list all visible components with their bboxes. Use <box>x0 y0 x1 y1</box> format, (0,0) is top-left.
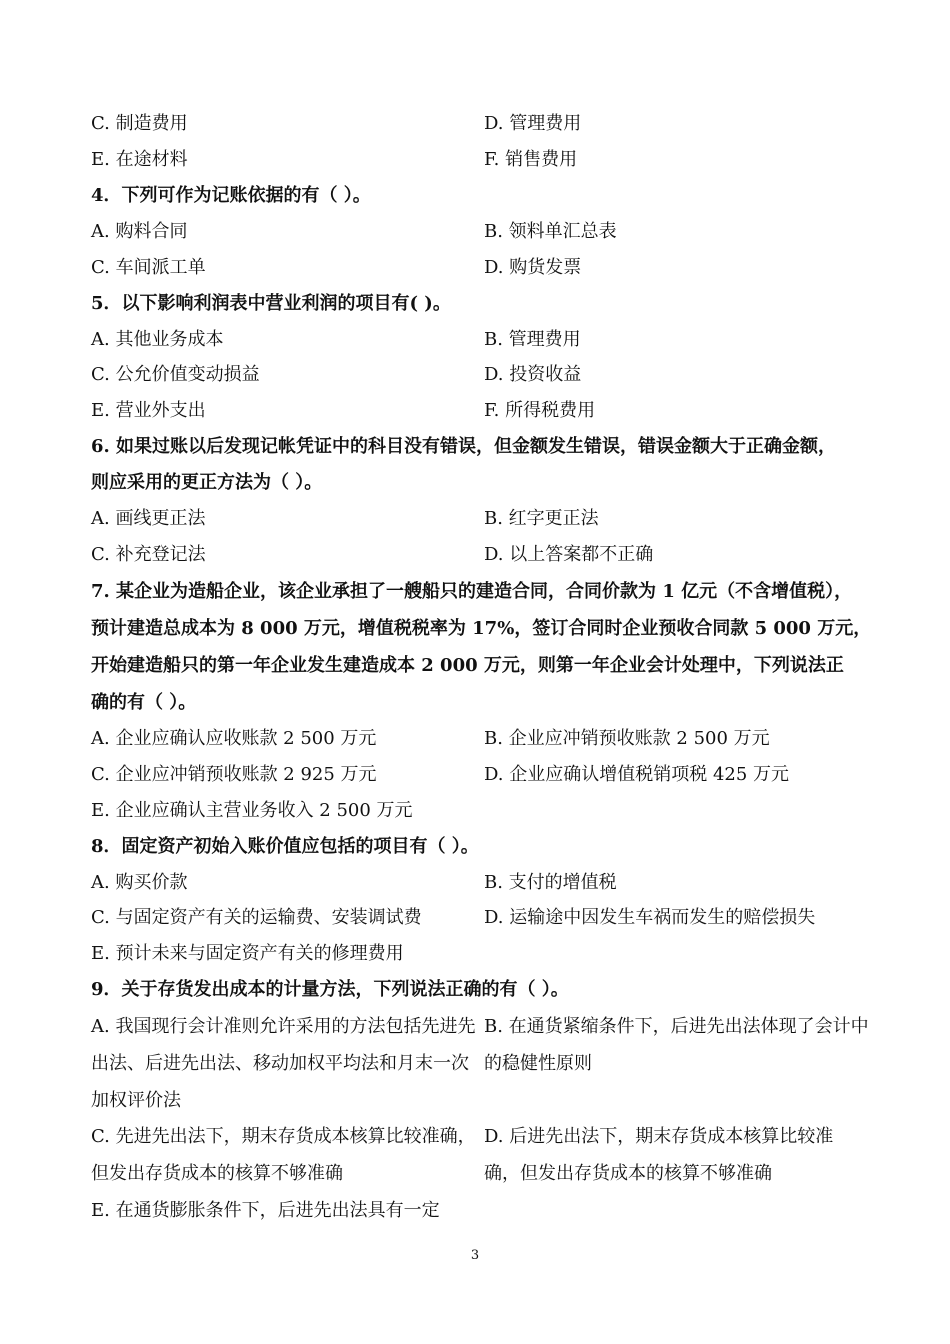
q7-stem-line-4: 确的有（ ）。 <box>91 692 197 713</box>
q8-option-c: C. 与固定资产有关的运输费、安装调试费 <box>91 907 422 928</box>
q3-option-d: D. 管理费用 <box>484 113 582 134</box>
q3-option-e: E. 在途材料 <box>91 149 188 170</box>
q5-option-f: F. 所得税费用 <box>484 400 596 421</box>
q6-option-a: A. 画线更正法 <box>91 508 206 529</box>
q6-stem-line-1: 6. 如果过账以后发现记帐凭证中的科目没有错误，但金额发生错误，错误金额大于正确金额， <box>91 436 837 457</box>
q9-option-b: B. 在通货紧缩条件下，后进先出法体现了会计中的稳健性原则 <box>484 1016 869 1074</box>
q4-stem: 4．下列可作为记账依据的有（ ）。 <box>91 185 371 206</box>
q6-option-c: C. 补充登记法 <box>91 544 206 565</box>
q9-option-e: E. 在通货膨胀条件下，后进先出法具有一定 <box>91 1200 440 1221</box>
q8-stem: 8．固定资产初始入账价值应包括的项目有（ ）。 <box>91 836 479 857</box>
q8-option-b: B. 支付的增值税 <box>484 872 617 893</box>
q8-option-d: D. 运输途中因发生车祸而发生的赔偿损失 <box>484 907 816 928</box>
q9-option-c: C. 先进先出法下，期末存货成本核算比较准确，但发出存货成本的核算不够准确 <box>91 1126 476 1184</box>
q4-option-b: B. 领料单汇总表 <box>484 221 617 242</box>
q3-option-c: C. 制造费用 <box>91 113 188 134</box>
q7-option-c: C. 企业应冲销预收账款 2 925 万元 <box>91 764 377 785</box>
q5-option-d: D. 投资收益 <box>484 364 582 385</box>
q8-option-e: E. 预计未来与固定资产有关的修理费用 <box>91 943 404 964</box>
q4-option-c: C. 车间派工单 <box>91 257 206 278</box>
q3-option-f: F. 销售费用 <box>484 149 578 170</box>
q4-option-a: A. 购料合同 <box>91 221 188 242</box>
q7-option-e: E. 企业应确认主营业务收入 2 500 万元 <box>91 800 413 821</box>
q7-option-a: A. 企业应确认应收账款 2 500 万元 <box>91 728 377 749</box>
page-number: 3 <box>470 1248 480 1263</box>
q6-stem-line-2: 则应采用的更正方法为（ ）。 <box>91 472 323 493</box>
q7-stem-line-1: 7. 某企业为造船企业，该企业承担了一艘船只的建造合同，合同价款为 1 亿元（不含增值税）， <box>91 581 853 602</box>
q7-stem-line-3: 开始建造船只的第一年企业发生建造成本 2 000 万元，则第一年企业会计处理中，下列说法正 <box>91 655 844 676</box>
q9-option-a: A. 我国现行会计准则允许采用的方法包括先进先出法、后进先出法、移动加权平均法和月末一次加权评价法 <box>91 1016 476 1111</box>
q5-option-b: B. 管理费用 <box>484 329 581 350</box>
q4-option-d: D. 购货发票 <box>484 257 582 278</box>
q5-option-a: A. 其他业务成本 <box>91 329 224 350</box>
q8-option-a: A. 购买价款 <box>91 872 188 893</box>
q5-option-c: C. 公允价值变动损益 <box>91 364 260 385</box>
q7-stem-line-2: 预计建造总成本为 8 000 万元，增值税税率为 17%，签订合同时企业预收合同款 5 000 万元， <box>91 618 872 639</box>
q6-option-d: D. 以上答案都不正确 <box>484 544 654 565</box>
q9-stem: 9．关于存货发出成本的计量方法，下列说法正确的有（ ）。 <box>91 979 569 1000</box>
q9-option-d: D. 后进先出法下，期末存货成本核算比较准确，但发出存货成本的核算不够准确 <box>484 1126 834 1184</box>
q6-option-b: B. 红字更正法 <box>484 508 599 529</box>
q5-stem: 5．以下影响利润表中营业利润的项目有( )。 <box>91 293 451 314</box>
q7-option-d: D. 企业应确认增值税销项税 425 万元 <box>484 764 790 785</box>
q7-option-b: B. 企业应冲销预收账款 2 500 万元 <box>484 728 770 749</box>
q5-option-e: E. 营业外支出 <box>91 400 206 421</box>
